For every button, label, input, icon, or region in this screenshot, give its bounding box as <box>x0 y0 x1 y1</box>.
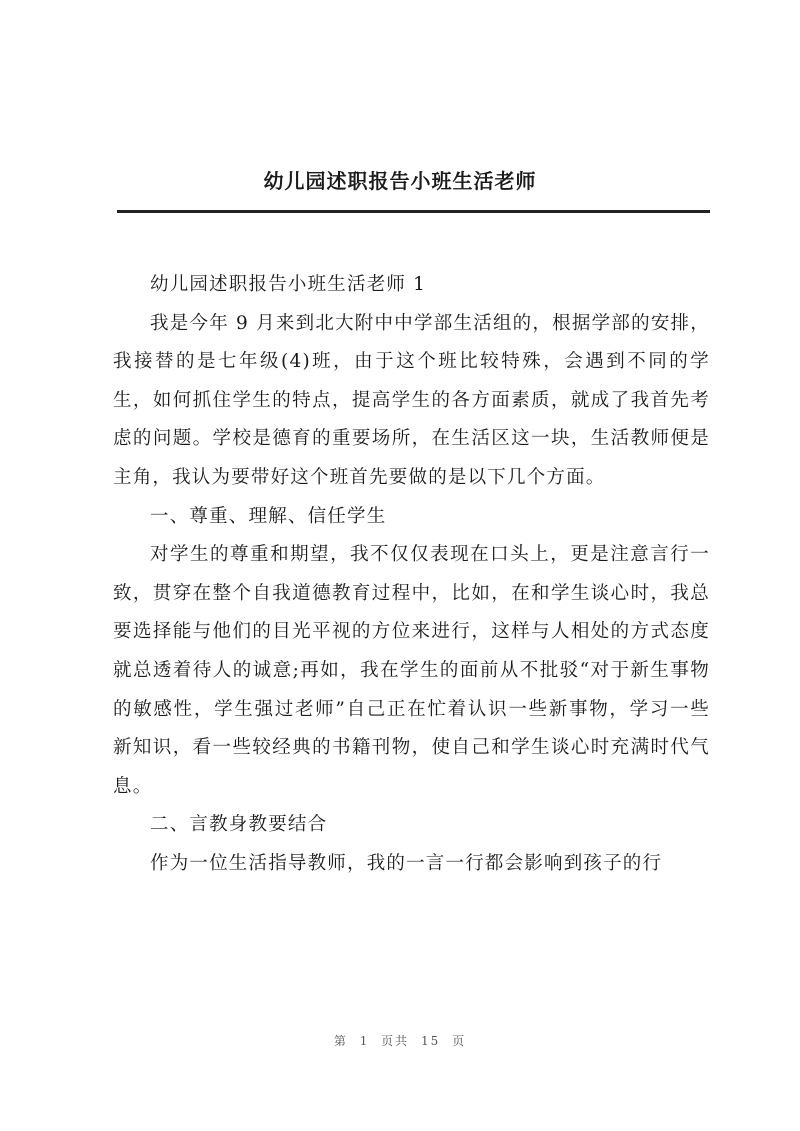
section-heading: 幼儿园述职报告小班生活老师 1 <box>150 274 427 295</box>
page-footer <box>0 1032 800 1049</box>
current-page-number: 1 <box>359 1034 370 1048</box>
footer-suffix: 页 <box>452 1034 467 1048</box>
footer-prefix: 第 <box>333 1034 348 1048</box>
footer-mid: 页共 <box>381 1034 410 1048</box>
document-title: 幼儿园述职报告小班生活老师 <box>263 169 537 193</box>
body-paragraph: 我是今年 9 月来到北大附中中学部生活组的，根据学部的安排，我接替的是七年级(4)班，由于这个班比较特殊，会遇到不同的学生，如何抓住学生的特点，提高学生的各方面素质，就成了我首先考虑的问题。学校是德育的重要场所，在生活区这一块，生活教师便是主角，我认为要带好这个班首先要做的是以下几个方面。 <box>113 312 710 488</box>
subsection-heading: 一、尊重、理解、信任学生 <box>150 505 387 527</box>
body-paragraph: 对学生的尊重和期望，我不仅仅表现在口头上，更是注意言行一致，贯穿在整个自我道德教育过程中，比如，在和学生谈心时，我总要选择能与他们的目光平视的方位来进行，这样与人相处的方式态度就总透着待人的诚意;再如，我在学生的面前从不批驳“对于新生事物的敏感性，学生强过老师”自己正在忙着认识一些新事物，学习一些新知识，看一些较经典的书籍刊物，使自己和学生谈心时充满时代气息。 <box>113 544 710 797</box>
total-pages-number: 15 <box>421 1034 441 1048</box>
subsection-heading: 二、言教身教要结合 <box>150 814 328 836</box>
body-paragraph: 作为一位生活指导教师，我的一言一行都会影响到孩子的行 <box>150 852 663 874</box>
title-divider <box>117 210 710 213</box>
document-body <box>113 266 710 884</box>
